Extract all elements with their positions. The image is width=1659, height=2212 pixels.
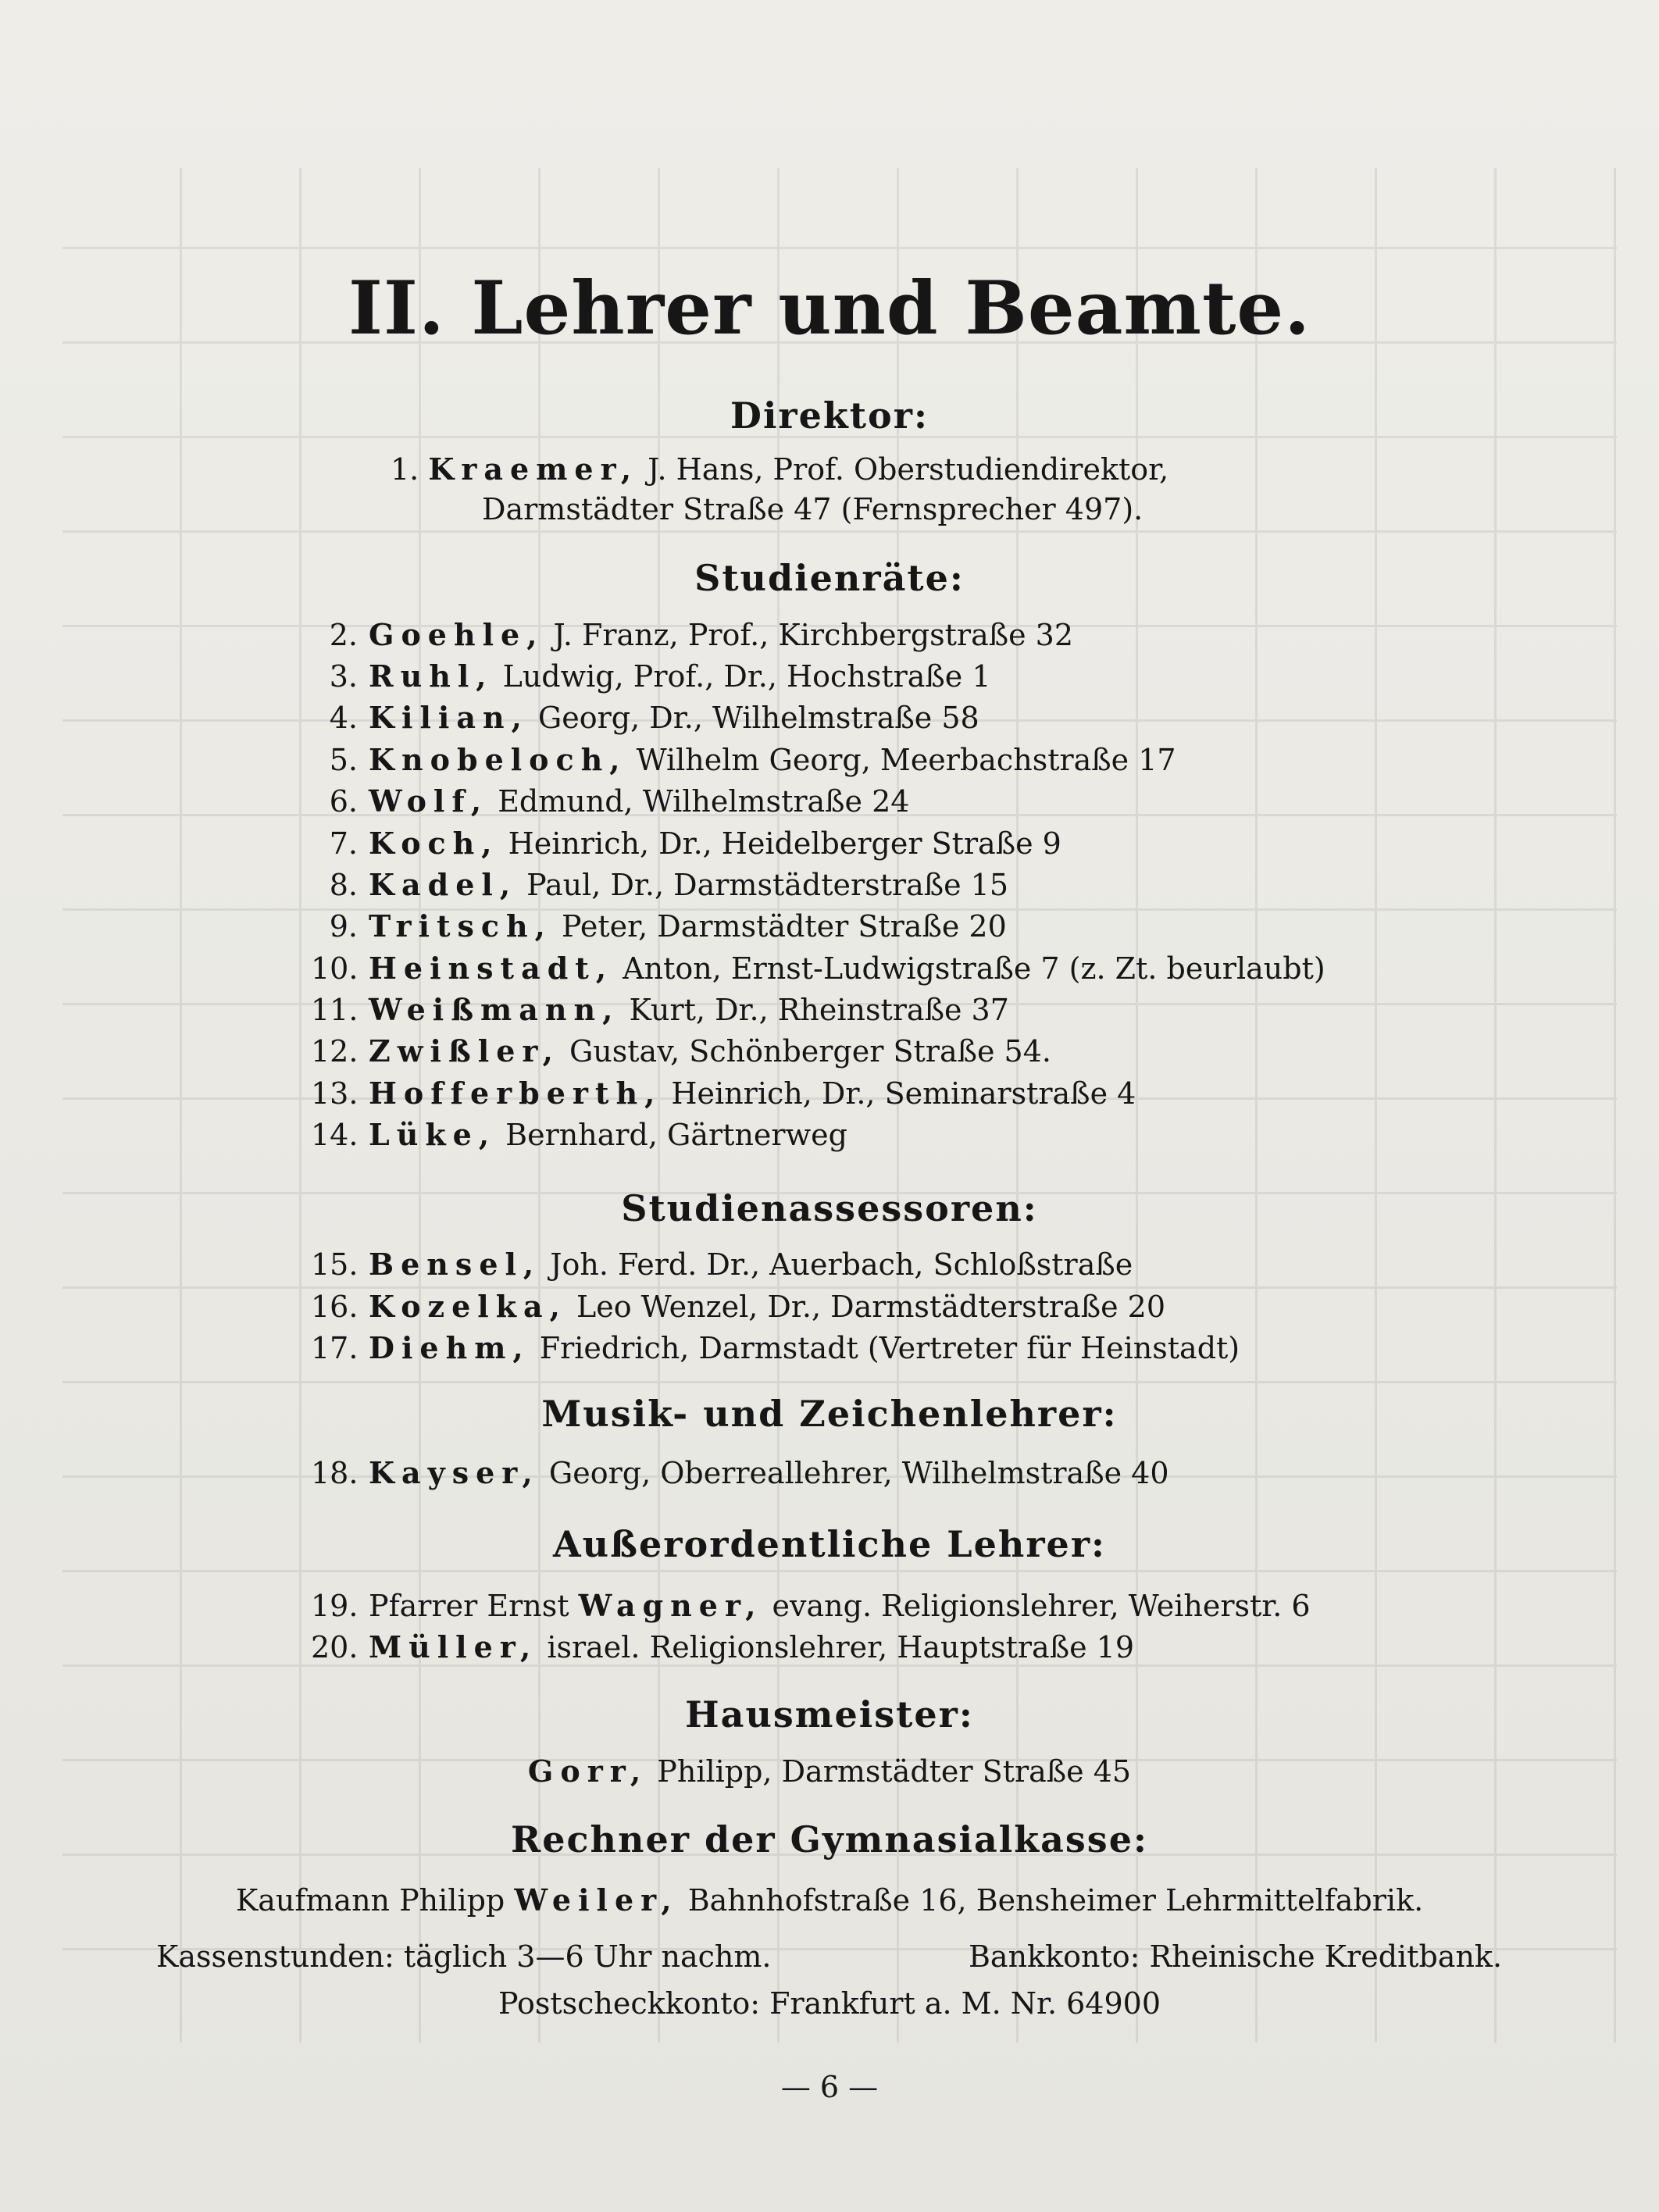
- entry-number: 2.: [329, 618, 358, 652]
- entry-name: Tritsch,: [369, 908, 552, 944]
- entry-name: Goehle,: [369, 617, 544, 652]
- entry-details: Heinrich, Dr., Heidelberger Straße 9: [498, 826, 1061, 861]
- entry-number: 3.: [329, 659, 358, 694]
- entry-details: Bahnhofstraße 16, Bensheimer Lehrmittelfabrik.: [678, 1883, 1424, 1918]
- entry-20: [311, 1629, 1134, 1664]
- entry-details: Anton, Ernst-Ludwigstraße 7 (z. Zt. beurlaubt): [613, 951, 1325, 986]
- entry-details: Gustav, Schönberger Straße 54.: [559, 1034, 1051, 1069]
- entry-details: Wilhelm Georg, Meerbachstraße 17: [626, 743, 1176, 777]
- entry-details: Paul, Dr., Darmstädterstraße 15: [517, 868, 1009, 902]
- entry-6: [311, 783, 909, 819]
- entry-5: [311, 742, 1176, 777]
- heading-assessoren: Studienassessoren:: [621, 1187, 1038, 1229]
- entry-name: Müller,: [369, 1629, 538, 1664]
- entry-name: Diehm,: [369, 1330, 530, 1365]
- entry-number: 13.: [311, 1076, 359, 1111]
- entry-number: 20.: [311, 1630, 359, 1664]
- entry-13: [311, 1076, 1136, 1111]
- entry-number: 18.: [311, 1456, 359, 1490]
- entry-name: Weißmann,: [369, 992, 620, 1027]
- entry-name: Hofferberth,: [369, 1076, 662, 1111]
- entry-14: [311, 1117, 847, 1152]
- entry-name: Koch,: [369, 826, 499, 861]
- heading-direktor: Direktor:: [730, 394, 929, 437]
- entry-17: [311, 1330, 1240, 1365]
- postscheckkonto: Postscheckkonto: Frankfurt a. M. Nr. 64900: [498, 1986, 1161, 2021]
- entry-prefix: Kaufmann Philipp: [235, 1883, 515, 1918]
- entry-15: [311, 1247, 1133, 1282]
- heading-studienraete: Studienräte:: [694, 557, 965, 599]
- entry-prefix: Pfarrer Ernst: [369, 1589, 579, 1623]
- entry-name: Kadel,: [369, 867, 518, 902]
- entry-number: 8.: [329, 868, 358, 902]
- entry-7: [311, 826, 1061, 861]
- entry-name: Kilian,: [369, 700, 529, 735]
- heading-musik: Musik- und Zeichenlehrer:: [541, 1393, 1118, 1435]
- page-title: II. Lehrer und Beamte.: [348, 266, 1311, 351]
- entry-12: [311, 1033, 1051, 1069]
- heading-hausmeister: Hausmeister:: [685, 1693, 974, 1736]
- entry-4: [311, 700, 979, 735]
- rechner-entry: [0, 1882, 1659, 1918]
- bankkonto: Bankkonto: Rheinische Kreditbank.: [969, 1939, 1503, 1974]
- entry-details: Friedrich, Darmstadt (Vertreter für Heinstadt): [530, 1331, 1240, 1365]
- entry-number: 6.: [329, 784, 358, 819]
- entry-name: Ruhl,: [369, 658, 494, 694]
- entry-name: Kozelka,: [369, 1289, 567, 1324]
- entry-name: Wolf,: [369, 783, 489, 819]
- entry-1: [391, 451, 1168, 487]
- entry-details: J. Franz, Prof., Kirchbergstraße 32: [544, 618, 1074, 652]
- entry-details: evang. Religionslehrer, Weiherstr. 6: [762, 1589, 1311, 1623]
- entry-number: 10.: [311, 951, 359, 986]
- entry-number: 19.: [311, 1589, 359, 1623]
- entry-name: Weiler,: [514, 1882, 679, 1918]
- entry-name: Lüke,: [369, 1117, 497, 1152]
- entry-name: Gorr,: [527, 1754, 648, 1789]
- entry-details: Leo Wenzel, Dr., Darmstädterstraße 20: [566, 1290, 1166, 1324]
- entry-number: 5.: [329, 743, 358, 777]
- entry-number: 12.: [311, 1034, 359, 1069]
- entry-8: [311, 867, 1008, 902]
- entry-number: 1.: [391, 452, 419, 487]
- heading-rechner: Rechner der Gymnasialkasse:: [511, 1818, 1148, 1861]
- entry-number: 11.: [311, 993, 359, 1027]
- entry-name: Knobeloch,: [369, 742, 627, 777]
- entry-1-continuation: Darmstädter Straße 47 (Fernsprecher 497).: [482, 492, 1143, 526]
- entry-number: 15.: [311, 1247, 359, 1282]
- entry-details: Georg, Dr., Wilhelmstraße 58: [528, 701, 979, 735]
- entry-19: [311, 1588, 1311, 1623]
- entry-number: 9.: [329, 909, 358, 944]
- kassenstunden: Kassenstunden: täglich 3—6 Uhr nachm.: [156, 1939, 772, 1974]
- entry-details: Peter, Darmstädter Straße 20: [551, 909, 1007, 944]
- entry-10: [311, 951, 1325, 986]
- entry-number: 7.: [329, 826, 358, 861]
- entry-details: Joh. Ferd. Dr., Auerbach, Schloßstraße: [541, 1247, 1133, 1282]
- entry-details: Edmund, Wilhelmstraße 24: [488, 784, 910, 819]
- entry-details: Ludwig, Prof., Dr., Hochstraße 1: [493, 659, 991, 694]
- entry-number: 16.: [311, 1290, 359, 1324]
- entry-name: Bensel,: [369, 1247, 541, 1282]
- entry-details: Bernhard, Gärtnerweg: [496, 1118, 847, 1152]
- entry-9: [311, 908, 1007, 944]
- entry-3: [311, 658, 991, 694]
- entry-details: Georg, Oberreallehrer, Wilhelmstraße 40: [539, 1456, 1169, 1490]
- entry-name: Wagner,: [578, 1588, 763, 1623]
- entry-2: [311, 617, 1073, 652]
- entry-details: Heinrich, Dr., Seminarstraße 4: [662, 1076, 1136, 1111]
- entry-name: Zwißler,: [369, 1033, 560, 1069]
- entry-11: [311, 992, 1009, 1027]
- entry-16: [311, 1289, 1165, 1324]
- entry-number: 14.: [311, 1118, 359, 1152]
- entry-number: 4.: [329, 701, 358, 735]
- heading-ausserordentliche: Außerordentliche Lehrer:: [552, 1523, 1107, 1565]
- entry-name: Heinstadt,: [369, 951, 614, 986]
- entry-details: israel. Religionslehrer, Hauptstraße 19: [537, 1630, 1135, 1664]
- entry-name: Kraemer,: [428, 451, 639, 487]
- entry-details: J. Hans, Prof. Oberstudiendirektor,: [638, 452, 1169, 487]
- entry-18: [311, 1455, 1169, 1490]
- entry-details: Philipp, Darmstädter Straße 45: [648, 1754, 1132, 1789]
- entry-details: Kurt, Dr., Rheinstraße 37: [619, 993, 1009, 1027]
- hausmeister-entry: [0, 1754, 1659, 1789]
- entry-number: 17.: [311, 1331, 359, 1365]
- page-number: — 6 —: [780, 2070, 879, 2104]
- entry-name: Kayser,: [369, 1455, 540, 1490]
